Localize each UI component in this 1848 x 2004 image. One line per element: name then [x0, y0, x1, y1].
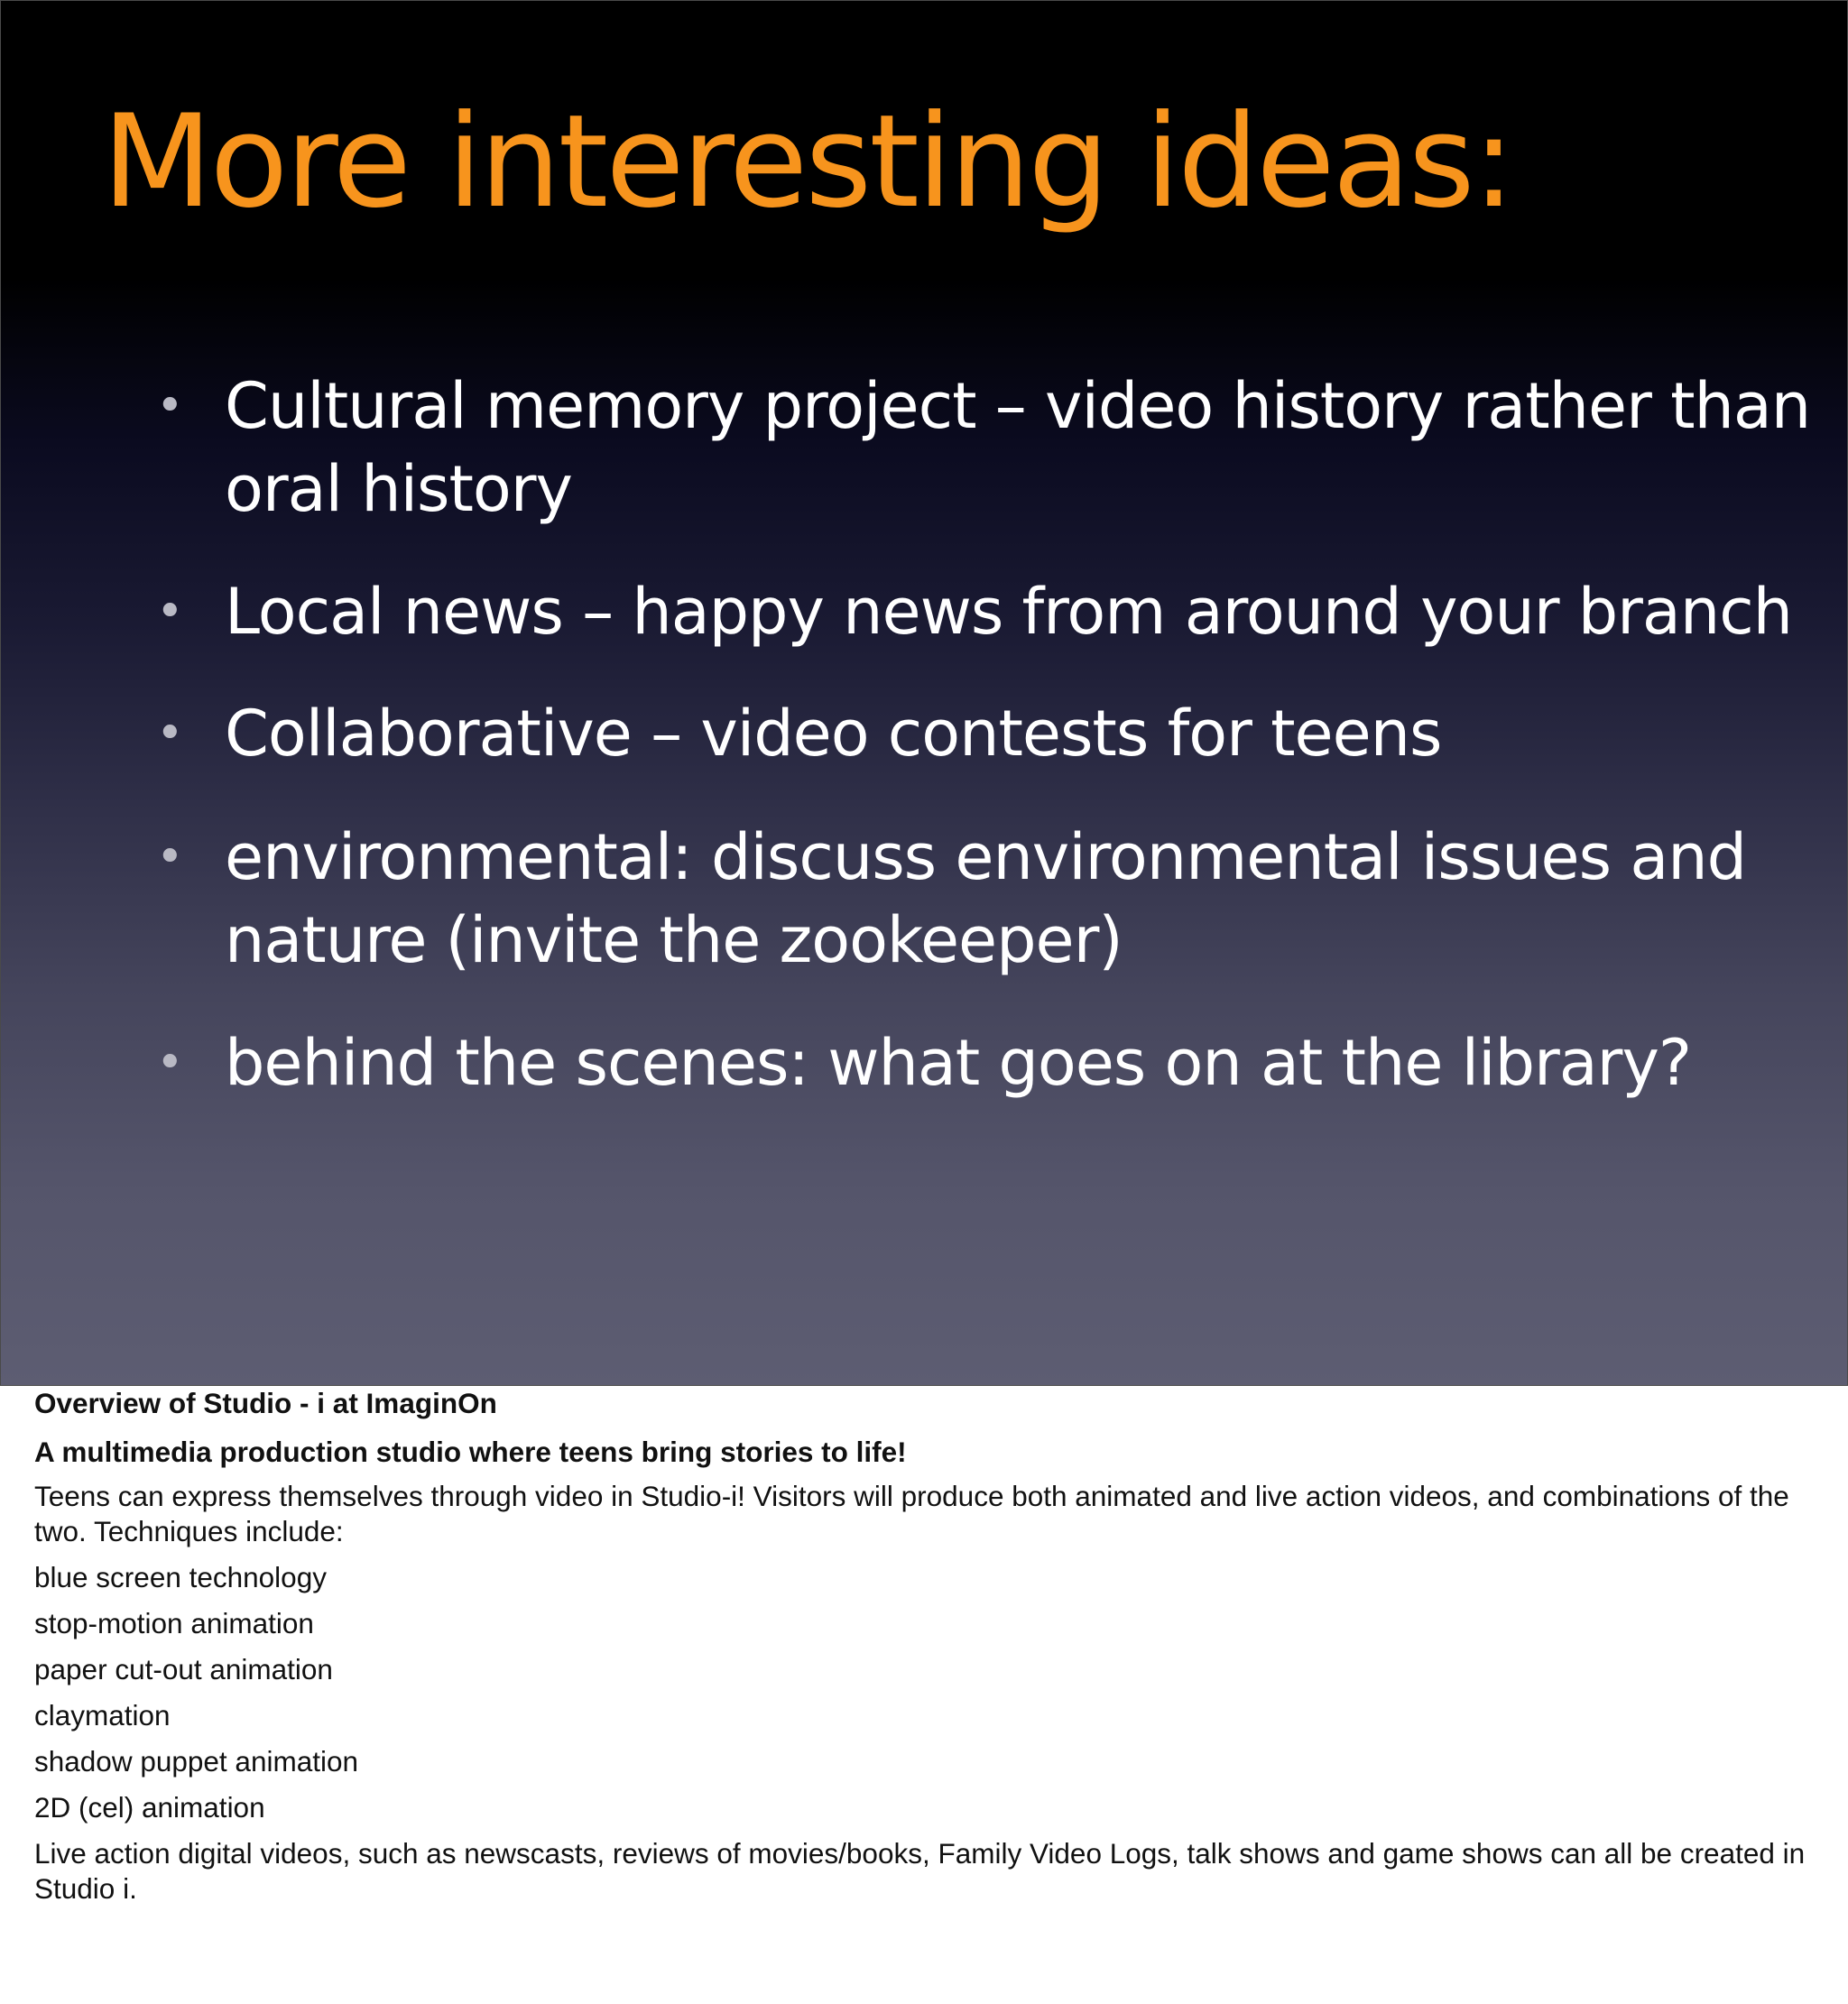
notes-subtitle: A multimedia production studio where teens bring stories to life!	[34, 1436, 907, 1468]
bullet-icon: •	[156, 706, 183, 761]
technique-item: stop-motion animation	[34, 1607, 314, 1639]
bullet-text: Collaborative – video contests for teens	[225, 697, 1442, 771]
notes-closing: Live action digital videos, such as newscasts, reviews of movies/books, Family Video Logs, talk shows and game shows can all be created in Studio i.	[34, 1837, 1806, 1905]
bullet-text: Cultural memory project – video history rather than oral history	[225, 369, 1811, 526]
bullet-icon: •	[156, 1036, 183, 1090]
notes-title: Overview of Studio - i at ImaginOn	[34, 1387, 497, 1419]
bullet-text: environmental: discuss environmental issues and nature (invite the zookeeper)	[225, 820, 1747, 977]
bullet-text: behind the scenes: what goes on at the library?	[225, 1026, 1692, 1100]
technique-item: shadow puppet animation	[34, 1745, 359, 1778]
bullet-text: Local news – happy news from around your branch	[225, 575, 1793, 649]
technique-item: blue screen technology	[34, 1561, 327, 1593]
technique-item: paper cut-out animation	[34, 1653, 333, 1685]
technique-item: claymation	[34, 1699, 171, 1732]
speaker-notes	[34, 1386, 1830, 1907]
technique-item: 2D (cel) animation	[34, 1791, 265, 1824]
bullet-icon: •	[156, 379, 183, 433]
slide-title: More interesting ideas:	[102, 88, 1513, 236]
bullet-icon: •	[156, 830, 183, 884]
bullet-icon: •	[156, 585, 183, 639]
notes-intro: Teens can express themselves through video in Studio-i! Visitors will produce both animated and live action videos, and combinations of the two. Techniques include:	[34, 1480, 1789, 1547]
